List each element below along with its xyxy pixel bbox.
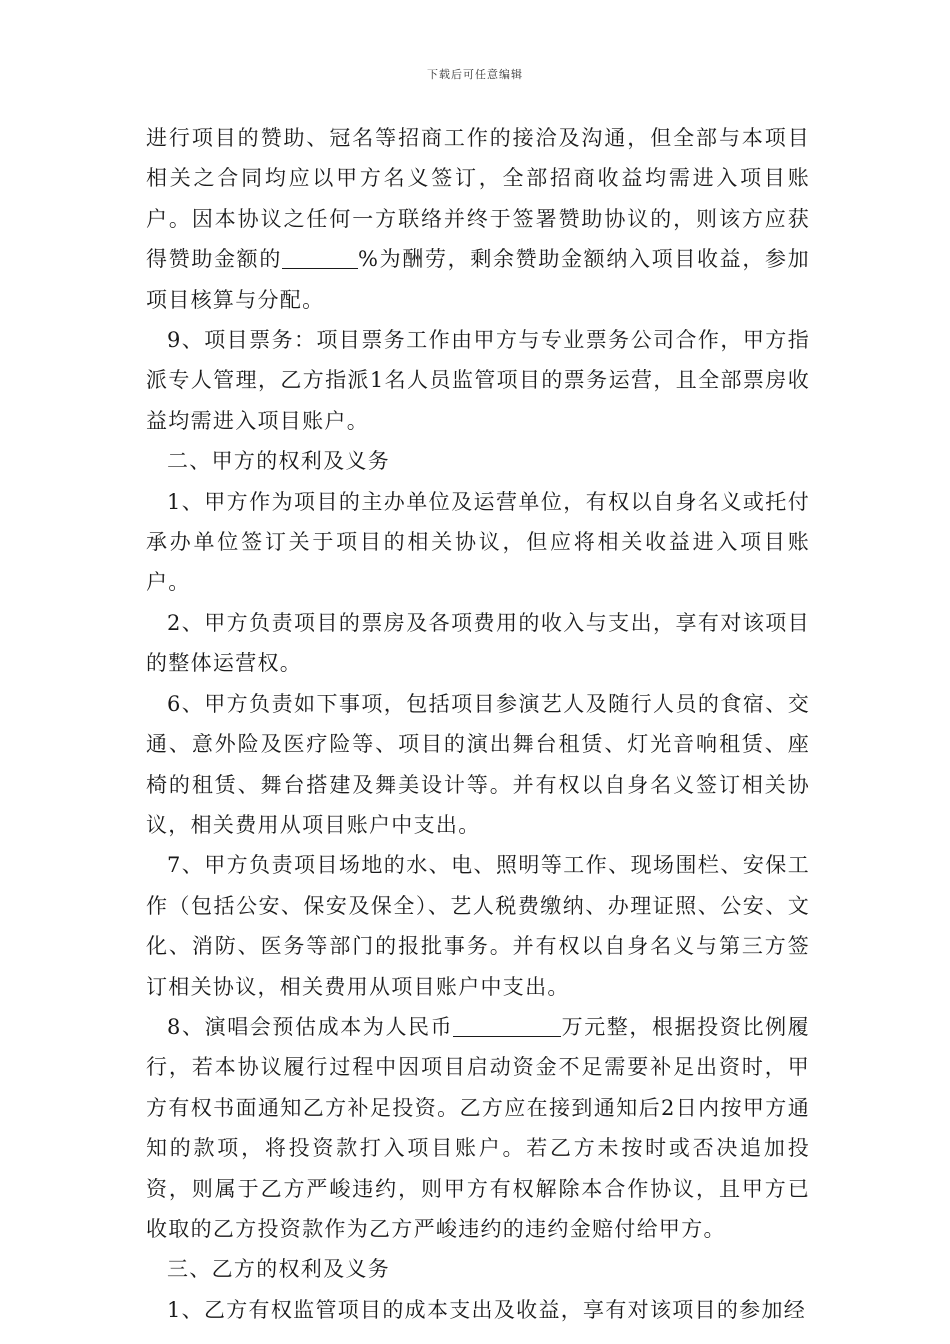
clause-a-7: 7、甲方负责项目场地的水、电、照明等工作、现场围栏、安保工作（包括公安、保安及保全）、艺人税费缴纳、办理证照、公安、文化、消防、医务等部门的报批事务。并有权以自身名义与第三方签订相关协议，相关费用从项目账户中支出。 bbox=[146, 853, 810, 999]
clause-a-1: 1、甲方作为项目的主办单位及运营单位，有权以自身名义或托付承办单位签订关于项目的相关协议，但应将相关收益进入项目账户。 bbox=[146, 489, 810, 595]
clause-a-6: 6、甲方负责如下事项，包括项目参演艺人及随行人员的食宿、交通、意外险及医疗险等、项目的演出舞台租赁、灯光音响租赁、座椅的租赁、舞台搭建及舞美设计等。并有权以自身名义签订相关协议，相关费用从项目账户中支出。 bbox=[146, 691, 810, 837]
paragraph-ticketing: 9、项目票务：项目票务工作由甲方与专业票务公司合作，甲方指派专人管理，乙方指派1名人员监管项目的票务运营，且全部票房收益均需进入项目账户。 bbox=[146, 328, 810, 433]
percentage-blank bbox=[282, 246, 358, 269]
paragraph-sponsorship-text-end: %为酬劳，剩余赞助金额纳入项目收益，参加项目核算与分配。 bbox=[146, 247, 810, 312]
clause-a-2: 2、甲方负责项目的票房及各项费用的收入与支出，享有对该项目的整体运营权。 bbox=[146, 610, 810, 676]
page-header: 下载后可任意编辑 bbox=[427, 68, 523, 81]
clause-a-8-text-end: 万元整，根据投资比例履行，若本协议履行过程中因项目启动资金不足需要补足出资时，甲方有权书面通知乙方补足投资。乙方应在接到通知后2日内按甲方通知的款项，将投资款打入项目账户。若乙方未按时或否决追加投资，则属于乙方严峻违约，则甲方有权解除本合作协议，且甲方已收取的乙方投资款作为乙方严峻违约的违约金赔付给甲方。 bbox=[146, 1014, 810, 1241]
clause-a-8 bbox=[146, 1007, 810, 1249]
section-heading-party-a: 二、甲方的权利及义务 bbox=[167, 449, 390, 474]
document-body bbox=[146, 118, 810, 1330]
clause-a-8-text: 8、演唱会预估成本为人民币 bbox=[167, 1014, 454, 1039]
clause-b-1: 1、乙方有权监管项目的成本支出及收益，享有对该项目的参加经 bbox=[167, 1297, 807, 1322]
cost-amount-blank bbox=[453, 1014, 561, 1037]
paragraph-sponsorship bbox=[146, 118, 810, 320]
section-heading-party-b: 三、乙方的权利及义务 bbox=[167, 1257, 390, 1282]
paragraph-sponsorship-text: 进行项目的赞助、冠名等招商工作的接洽及沟通，但全部与本项目相关之合同均应以甲方名义签订，全部招商收益均需进入项目账户。因本协议之任何一方联络并终于签署赞助协议的，则该方应获得赞助金额的 bbox=[146, 126, 810, 272]
